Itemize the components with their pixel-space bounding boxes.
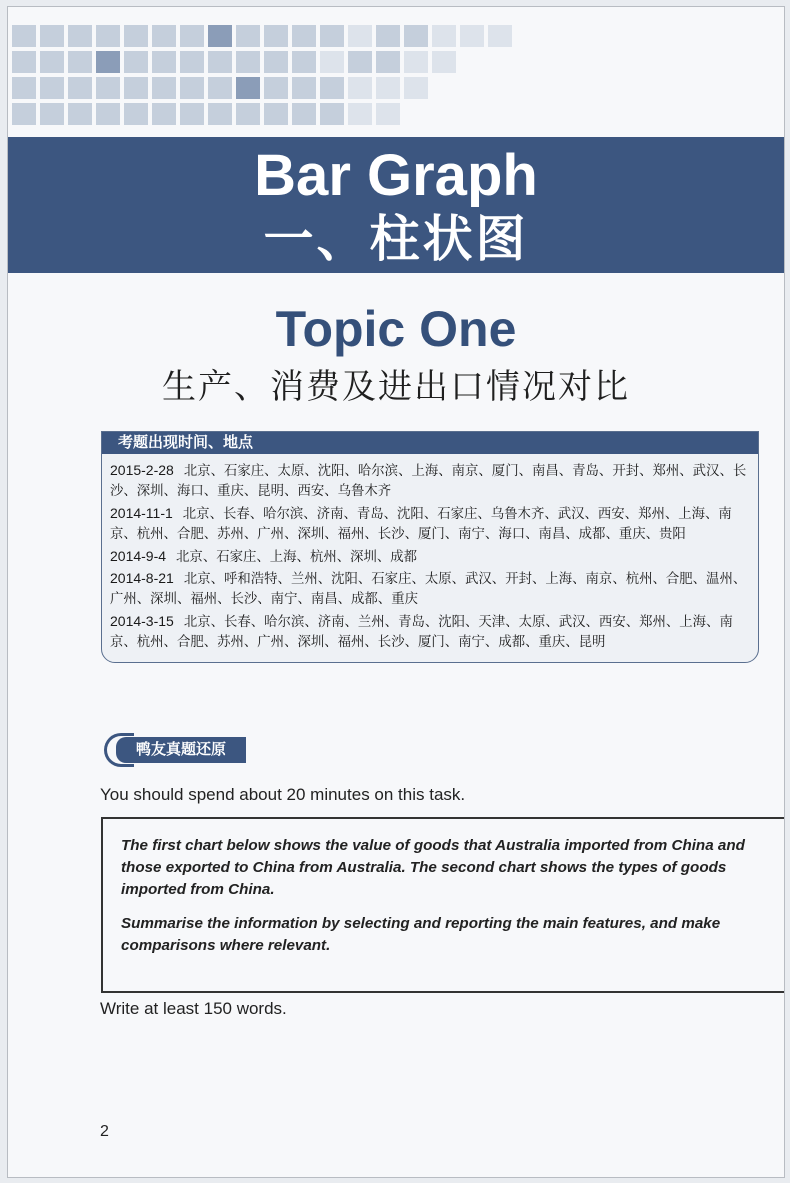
exam-list xyxy=(102,454,758,654)
mosaic-tile xyxy=(264,77,288,99)
mosaic-tile xyxy=(488,103,512,125)
topic-subtitle: 生产、消费及进出口情况对比 xyxy=(162,368,630,406)
mosaic-tile xyxy=(236,51,260,73)
task-paragraph-1: The first chart below shows the value of goods that Australia imported from China and those exported to China from Australia. The second chart shows the types of goods imported from China. xyxy=(121,837,745,898)
mosaic-tile xyxy=(264,25,288,47)
exam-places: 北京、石家庄、上海、杭州、深圳、成都 xyxy=(176,549,418,565)
mosaic-tile xyxy=(488,77,512,99)
mosaic-tile xyxy=(68,25,92,47)
mosaic-tile xyxy=(488,51,512,73)
mosaic-tile xyxy=(432,77,456,99)
exam-date: 2014-9-4 xyxy=(110,547,167,564)
mosaic-tile xyxy=(208,77,232,99)
mosaic-tile xyxy=(320,77,344,99)
task-instruction: You should spend about 20 minutes on this task. xyxy=(100,785,466,804)
task-prompt-box xyxy=(101,817,785,993)
mosaic-tile xyxy=(40,103,64,125)
exam-date: 2014-3-15 xyxy=(110,612,174,629)
mosaic-tile xyxy=(124,25,148,47)
mosaic-tile xyxy=(68,51,92,73)
mosaic-tile xyxy=(208,51,232,73)
mosaic-tile xyxy=(40,51,64,73)
mosaic-tile xyxy=(348,77,372,99)
mosaic-tile xyxy=(460,77,484,99)
mosaic-tile xyxy=(432,25,456,47)
exam-entry xyxy=(110,611,750,654)
mosaic-tile xyxy=(208,25,232,47)
mosaic-tile xyxy=(124,103,148,125)
topic-title: Topic One xyxy=(275,301,517,357)
mosaic-tile xyxy=(516,77,540,99)
mosaic-tile xyxy=(264,51,288,73)
exam-date: 2015-2-28 xyxy=(110,462,174,478)
task-paragraph-2: Summarise the information by selecting and reporting the main features, and make comparisons where relevant. xyxy=(121,915,721,954)
exam-date: 2014-11-1 xyxy=(110,504,173,521)
exam-entry xyxy=(110,503,750,546)
banner-title: Bar Graph xyxy=(254,143,538,208)
mosaic-tile xyxy=(12,25,36,47)
mosaic-tile xyxy=(96,77,120,99)
mosaic-tile xyxy=(404,77,428,99)
mosaic-tile xyxy=(320,51,344,73)
mosaic-tile xyxy=(236,25,260,47)
mosaic-tile xyxy=(68,77,92,99)
exam-entry xyxy=(110,460,750,503)
mosaic-tile xyxy=(516,51,540,73)
mosaic-tile xyxy=(404,51,428,73)
mosaic-tile xyxy=(348,25,372,47)
mosaic-tile xyxy=(124,51,148,73)
mosaic-tile xyxy=(208,103,232,125)
mosaic-tile xyxy=(236,103,260,125)
exam-places: 北京、长春、哈尔滨、济南、青岛、沈阳、石家庄、乌鲁木齐、武汉、西安、郑州、上海、南京、杭州、合肥、苏州、广州、深圳、福州、长沙、厦门、南宁、海口、南昌、成都、重庆、贵阳 xyxy=(110,506,732,543)
mosaic-tile xyxy=(376,25,400,47)
mosaic-tile xyxy=(152,51,176,73)
exam-date: 2014-8-21 xyxy=(110,570,174,587)
exam-entry xyxy=(110,568,750,611)
mosaic-tile xyxy=(376,103,400,125)
mosaic-tile xyxy=(460,25,484,47)
mosaic-tile xyxy=(516,103,540,125)
mosaic-tile xyxy=(40,25,64,47)
mosaic-tile xyxy=(96,25,120,47)
exam-places: 北京、呼和浩特、兰州、沈阳、石家庄、太原、武汉、开封、上海、南京、杭州、合肥、温州、广州、深圳、福州、长沙、南宁、南昌、成都、重庆 xyxy=(110,572,747,608)
mosaic-tile xyxy=(152,77,176,99)
mosaic-tile xyxy=(488,25,512,47)
mosaic-tile xyxy=(96,103,120,125)
mosaic-tile xyxy=(404,25,428,47)
mosaic-tile xyxy=(292,51,316,73)
section-tag xyxy=(104,733,250,767)
tag-label: 鸭友真题还原 xyxy=(116,737,246,763)
mosaic-tile xyxy=(180,51,204,73)
mosaic-tile xyxy=(348,103,372,125)
decorative-mosaic xyxy=(12,25,552,133)
mosaic-tile xyxy=(152,25,176,47)
mosaic-tile xyxy=(292,103,316,125)
banner-subtitle: 一、柱状图 xyxy=(263,211,529,267)
mosaic-tile xyxy=(460,51,484,73)
mosaic-tile xyxy=(292,77,316,99)
mosaic-tile xyxy=(460,103,484,125)
exam-entry xyxy=(110,546,750,568)
mosaic-tile xyxy=(180,25,204,47)
mosaic-tile xyxy=(376,51,400,73)
mosaic-tile xyxy=(124,77,148,99)
mosaic-tile xyxy=(516,25,540,47)
title-banner xyxy=(8,137,784,273)
exam-places: 北京、石家庄、太原、沈阳、哈尔滨、上海、南京、厦门、南昌、青岛、开封、郑州、武汉、长沙、深圳、海口、重庆、昆明、西安、乌鲁木齐 xyxy=(110,464,747,500)
mosaic-tile xyxy=(292,25,316,47)
page-number: 2 xyxy=(100,1123,109,1140)
exam-heading: 考题出现时间、地点 xyxy=(102,432,758,454)
mosaic-tile xyxy=(236,77,260,99)
mosaic-tile xyxy=(320,103,344,125)
mosaic-tile xyxy=(180,77,204,99)
mosaic-tile xyxy=(404,103,428,125)
mosaic-tile xyxy=(40,77,64,99)
mosaic-tile xyxy=(376,77,400,99)
mosaic-tile xyxy=(432,103,456,125)
mosaic-tile xyxy=(68,103,92,125)
word-requirement: Write at least 150 words. xyxy=(100,999,287,1018)
exam-places: 北京、长春、哈尔滨、济南、兰州、青岛、沈阳、天津、太原、武汉、西安、郑州、上海、南京、杭州、合肥、苏州、广州、深圳、福州、长沙、厦门、南宁、成都、重庆、昆明 xyxy=(110,614,733,651)
exam-occurrence-box xyxy=(101,431,759,663)
mosaic-tile xyxy=(12,103,36,125)
mosaic-tile xyxy=(152,103,176,125)
mosaic-tile xyxy=(12,51,36,73)
mosaic-tile xyxy=(348,51,372,73)
mosaic-tile xyxy=(180,103,204,125)
mosaic-tile xyxy=(432,51,456,73)
page xyxy=(7,6,785,1178)
mosaic-tile xyxy=(320,25,344,47)
mosaic-tile xyxy=(264,103,288,125)
mosaic-tile xyxy=(12,77,36,99)
mosaic-tile xyxy=(96,51,120,73)
